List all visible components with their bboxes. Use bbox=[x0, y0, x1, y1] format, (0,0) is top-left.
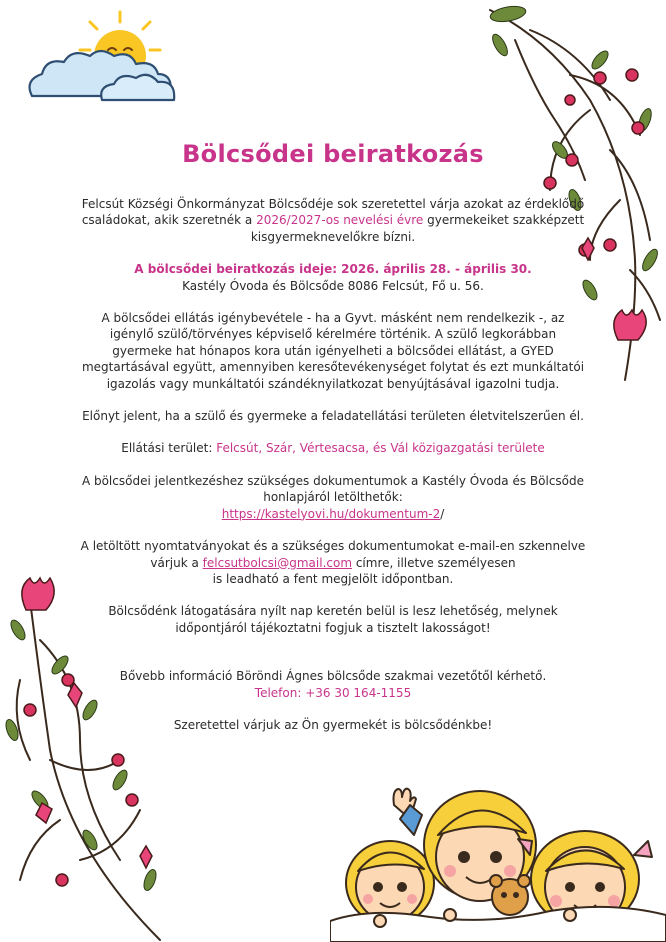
submit-text-1: A letöltött nyomtatványokat és a szükséges dokumentumokat e-mail-en szkennelve várjuk a bbox=[80, 539, 586, 570]
submit-text-2: címre, illetve személyesen bbox=[352, 555, 516, 570]
intro-paragraph bbox=[80, 196, 586, 245]
documents-link-suffix: / bbox=[440, 506, 445, 521]
documents-link-line bbox=[80, 506, 586, 522]
documents-paragraph: A bölcsődei jelentkezéshez szükséges dokumentumok a Kastély Óvoda és Bölcsőde honlapjáról letölthetők: bbox=[81, 473, 585, 505]
contact-phone[interactable]: Telefon: +36 30 164-1155 bbox=[254, 685, 412, 700]
contact-paragraph: Bővebb információ Böröndi Ágnes bölcsőde szakmai vezetőtől kérhető. bbox=[119, 669, 547, 684]
announcement-body bbox=[80, 196, 586, 733]
enrollment-period: A bölcsődei beiratkozás ideje: 2026. április 28. - április 30. bbox=[134, 262, 532, 277]
school-year-highlight: 2026/2027-os nevelési évre bbox=[256, 213, 424, 228]
cloud-icon bbox=[30, 51, 175, 100]
service-area-label: Ellátási terület: bbox=[121, 441, 217, 456]
closing-line: Szeretettel várjuk az Ön gyermekét is bölcsődénkbe! bbox=[173, 717, 493, 732]
documents-link[interactable]: https://kastelyovi.hu/dokumentum-2 bbox=[221, 506, 441, 521]
sun-cloud-illustration bbox=[22, 8, 192, 108]
email-link[interactable]: felcsutbolcsi@gmail.com bbox=[202, 555, 353, 570]
page-title: Bölcsődei beiratkozás bbox=[182, 140, 484, 169]
open-day-paragraph: Bölcsődénk látogatására nyílt nap keretén belül is lesz lehetőség, melynek időpontjáról tájékoztatni fogjuk a tisztelt lakosságot! bbox=[108, 604, 558, 635]
service-area-value: Felcsút, Szár, Vértesacsa, és Vál közigazgatási területe bbox=[216, 441, 545, 456]
submit-paragraph bbox=[80, 538, 586, 587]
enrollment-place: Kastély Óvoda és Bölcsőde 8086 Felcsút, Fő u. 56. bbox=[182, 278, 484, 293]
eligibility-paragraph: A bölcsődei ellátás igénybevétele - ha a Gyvt. másként nem rendelkezik -, az igénylő szülő/törvényes képviselő kérelmére történik. A szülő legkorábban gyermeke hat hónapos kora után igényelheti a bölcsődei ellátást, a GYED megtartásával együtt, amennyiben keresőtevékenységet folytat és ezt munkáltatói igazolás vagy munkáltatói szándéknyilatkozat benyújtásával igazolni tudja. bbox=[81, 311, 585, 391]
service-area-paragraph bbox=[80, 440, 586, 456]
submit-text-3: is leadható a fent megjelölt időpontban. bbox=[212, 571, 454, 586]
intro-text-2: gyermekeiket szakképzett kisgyermeknevelőkre bízni. bbox=[250, 213, 585, 244]
intro-text-1: Felcsút Községi Önkormányzat Bölcsődéje sok szeretettel várja azokat az érdeklődő családokat, akik szeretnék a bbox=[81, 197, 585, 228]
advantage-paragraph: Előnyt jelent, ha a szülő és gyermeke a feladatellátási területen életvitelszerűen él. bbox=[82, 409, 584, 424]
children-illustration bbox=[330, 775, 666, 942]
